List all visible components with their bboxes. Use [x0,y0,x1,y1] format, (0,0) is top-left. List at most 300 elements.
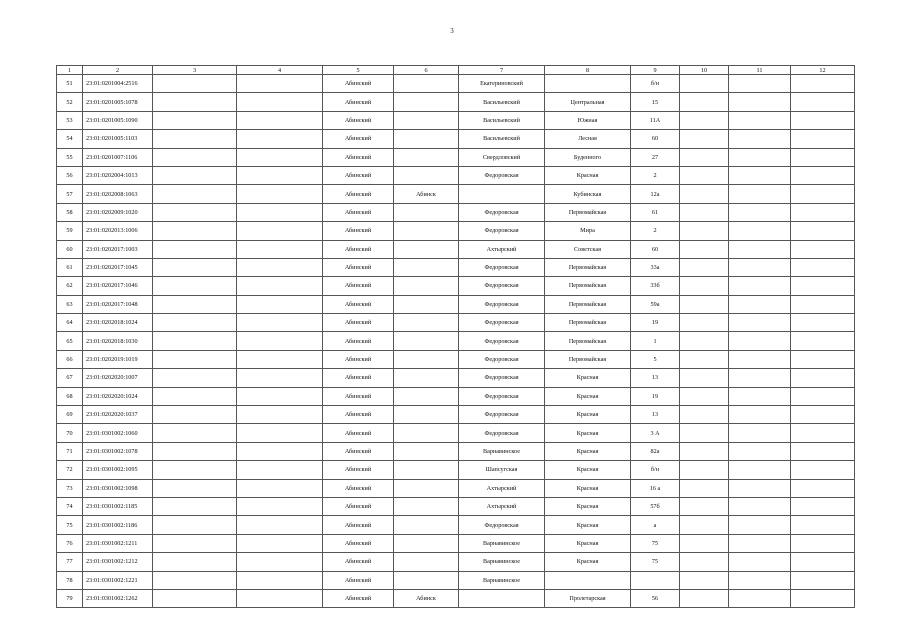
table-cell [791,111,855,129]
table-cell [237,406,323,424]
table-cell [680,350,729,368]
table-cell: Красная [545,497,631,515]
table-cell: Федоровская [459,277,545,295]
table-cell [153,75,237,93]
table-cell: Абинский [323,240,394,258]
table-cell [394,571,459,589]
table-cell [680,479,729,497]
table-cell: 23:01:0202013:1006 [83,222,153,240]
table-cell [791,185,855,203]
table-cell [729,222,791,240]
table-cell: Красная [545,516,631,534]
table-cell: Федоровская [459,332,545,350]
table-row [57,479,855,497]
table-row [57,185,855,203]
table-cell [237,295,323,313]
table-cell [791,332,855,350]
table-cell [153,314,237,332]
table-cell [680,497,729,515]
table-cell [680,240,729,258]
table-cell [394,332,459,350]
table-cell: 23:01:0202017:1048 [83,295,153,313]
table-cell [394,387,459,405]
table-cell: Красная [545,424,631,442]
table-cell [153,479,237,497]
table-cell [237,277,323,295]
table-row [57,553,855,571]
table-cell [153,589,237,607]
table-cell [545,75,631,93]
table-cell [680,203,729,221]
table-cell [237,424,323,442]
table-cell [153,553,237,571]
table-cell [680,406,729,424]
table-cell [153,424,237,442]
table-cell [153,571,237,589]
table-cell: Васильевский [459,93,545,111]
table-cell [237,516,323,534]
table-cell [680,461,729,479]
table-cell: Советская [545,240,631,258]
table-cell: Свердловский [459,148,545,166]
table-cell [680,387,729,405]
table-row [57,240,855,258]
table-cell: 76 [57,534,83,552]
table-cell [153,369,237,387]
column-number-cell: 1 [57,66,83,75]
table-cell [729,589,791,607]
table-cell [791,93,855,111]
table-cell: Абинск [394,589,459,607]
table-cell: Федоровская [459,258,545,276]
table-cell: Ахтырский [459,479,545,497]
column-number-cell: 6 [394,66,459,75]
table-cell: 16 а [631,479,680,497]
table-row [57,93,855,111]
table-cell [237,166,323,184]
table-cell [680,258,729,276]
table-cell [237,185,323,203]
table-cell [729,314,791,332]
table-cell [680,516,729,534]
table-cell [394,479,459,497]
table-cell: Абинский [323,166,394,184]
table-cell [680,148,729,166]
table-cell [394,442,459,460]
table-body [57,66,855,608]
table-cell: а [631,516,680,534]
table-cell: Варнавинское [459,571,545,589]
table-cell: 23:01:0301002:1212 [83,553,153,571]
table-cell [791,497,855,515]
table-cell: 23:01:0201004:2516 [83,75,153,93]
table-cell: 65 [57,332,83,350]
table-cell [153,148,237,166]
table-cell: 75 [631,553,680,571]
table-cell [680,93,729,111]
table-cell [394,461,459,479]
table-cell [791,553,855,571]
table-cell [153,461,237,479]
column-number-cell: 12 [791,66,855,75]
table-cell [680,166,729,184]
table-cell: Федоровская [459,166,545,184]
table-cell [153,258,237,276]
table-cell: 23:01:0202018:1030 [83,332,153,350]
table-cell: Абинский [323,148,394,166]
table-cell: Мира [545,222,631,240]
table-cell: 23:01:0201005:1078 [83,93,153,111]
table-cell: 19 [631,387,680,405]
table-cell: Центральная [545,93,631,111]
table-cell [394,516,459,534]
column-number-row [57,66,855,75]
table-cell [680,295,729,313]
table-cell: Первомайская [545,277,631,295]
table-cell: 52 [57,93,83,111]
table-cell: Федоровская [459,387,545,405]
table-cell: Варнавинское [459,534,545,552]
table-cell: 23:01:0202017:1003 [83,240,153,258]
table-cell: 78 [57,571,83,589]
table-cell: Ахтырский [459,497,545,515]
table-cell [153,442,237,460]
table-row [57,589,855,607]
table-row [57,258,855,276]
table-row [57,424,855,442]
table-cell: 59а [631,295,680,313]
table-cell: Ахтырский [459,240,545,258]
table-cell: 12а [631,185,680,203]
table-row [57,111,855,129]
table-cell [680,130,729,148]
column-number-cell: 11 [729,66,791,75]
table-cell: 23:01:0301002:1211 [83,534,153,552]
table-cell [394,406,459,424]
table-cell: Кубинская [545,185,631,203]
table-cell [729,93,791,111]
table-cell: 57б [631,497,680,515]
table-cell [680,553,729,571]
table-cell [394,277,459,295]
table-cell [791,148,855,166]
table-cell: 23:01:0301002:1185 [83,497,153,515]
table-cell [545,571,631,589]
table-cell [791,203,855,221]
table-cell: 56 [631,589,680,607]
table-cell [729,553,791,571]
table-cell [237,497,323,515]
table-cell [729,424,791,442]
column-number-cell: 9 [631,66,680,75]
table-cell [791,277,855,295]
table-cell [237,350,323,368]
table-cell [729,148,791,166]
table-cell: Федоровская [459,295,545,313]
table-cell: Абинский [323,497,394,515]
table-cell: Первомайская [545,258,631,276]
table-cell: 73 [57,479,83,497]
table-cell [680,111,729,129]
table-cell [791,166,855,184]
table-cell: 62 [57,277,83,295]
table-cell [729,203,791,221]
table-cell: Васильевский [459,111,545,129]
table-cell: 23:01:0202019:1019 [83,350,153,368]
table-cell: Красная [545,369,631,387]
table-cell [237,130,323,148]
table-cell: Южная [545,111,631,129]
table-cell [153,203,237,221]
table-cell [680,442,729,460]
table-cell [394,203,459,221]
table-cell: 60 [57,240,83,258]
table-cell: Абинский [323,369,394,387]
table-cell: Первомайская [545,203,631,221]
table-cell [237,148,323,166]
table-cell: Красная [545,553,631,571]
table-row [57,203,855,221]
table-cell [729,166,791,184]
table-cell [680,332,729,350]
table-cell: 51 [57,75,83,93]
table-cell [729,387,791,405]
table-row [57,387,855,405]
table-cell [729,497,791,515]
registry-table [56,65,855,608]
table-cell [729,534,791,552]
table-row [57,75,855,93]
table-row [57,571,855,589]
table-cell [153,332,237,350]
table-cell: Абинский [323,479,394,497]
table-cell [153,534,237,552]
table-cell: 23:01:0201005:1103 [83,130,153,148]
table-cell: 23:01:0202004:1013 [83,166,153,184]
table-cell [394,75,459,93]
table-cell: 23:01:0301002:1221 [83,571,153,589]
table-cell: Красная [545,534,631,552]
table-row [57,130,855,148]
table-cell: 59 [57,222,83,240]
table-cell [153,406,237,424]
column-number-cell: 10 [680,66,729,75]
table-cell [791,240,855,258]
table-cell: Абинский [323,387,394,405]
table-cell [153,130,237,148]
table-row [57,295,855,313]
table-cell: Абинский [323,111,394,129]
table-cell: 61 [57,258,83,276]
table-cell [680,185,729,203]
table-row [57,406,855,424]
table-cell [237,111,323,129]
table-cell [394,148,459,166]
table-cell: 23:01:0202008:1063 [83,185,153,203]
table-cell [153,277,237,295]
table-cell [153,387,237,405]
table-cell: 33б [631,277,680,295]
table-cell: 72 [57,461,83,479]
table-row [57,461,855,479]
table-cell: Абинский [323,93,394,111]
table-cell: Абинский [323,258,394,276]
table-cell: 23:01:0301002:1186 [83,516,153,534]
table-cell: Красная [545,406,631,424]
table-cell: Федоровская [459,516,545,534]
table-cell: Абинский [323,571,394,589]
page-number: 3 [450,27,454,35]
table-cell [237,222,323,240]
table-cell [729,258,791,276]
table-cell [791,534,855,552]
table-cell: 23:01:0201007:1106 [83,148,153,166]
table-cell [237,75,323,93]
table-cell: Красная [545,479,631,497]
table-cell [680,314,729,332]
table-cell [394,222,459,240]
table-cell: 69 [57,406,83,424]
table-cell [680,589,729,607]
table-cell: 13 [631,406,680,424]
table-cell [680,534,729,552]
table-cell [791,479,855,497]
table-cell: 15 [631,93,680,111]
table-cell [791,314,855,332]
table-cell [791,406,855,424]
table-cell [153,93,237,111]
table-cell [729,442,791,460]
table-cell: 58 [57,203,83,221]
table-cell [729,406,791,424]
table-cell [394,93,459,111]
column-number-cell: 5 [323,66,394,75]
table-cell: Абинский [323,314,394,332]
table-cell [394,240,459,258]
table-cell: 23:01:0301002:1078 [83,442,153,460]
table-cell: 23:01:0301002:1098 [83,479,153,497]
table-cell [394,130,459,148]
table-cell [394,314,459,332]
table-cell [729,332,791,350]
table-cell [791,461,855,479]
table-cell: Абинский [323,332,394,350]
table-cell [791,442,855,460]
table-cell: Абинский [323,222,394,240]
table-cell: Буденного [545,148,631,166]
table-cell: Варнавинское [459,553,545,571]
table-cell [729,461,791,479]
table-cell [153,185,237,203]
table-cell [394,350,459,368]
table-cell: Шапсугская [459,461,545,479]
table-cell [729,111,791,129]
table-cell: б/н [631,75,680,93]
table-cell: Федоровская [459,369,545,387]
table-cell: Абинский [323,424,394,442]
table-cell [237,589,323,607]
column-number-cell: 3 [153,66,237,75]
table-cell: Абинский [323,516,394,534]
table-cell: 23:01:0202009:1020 [83,203,153,221]
table-cell [237,93,323,111]
column-number-cell: 7 [459,66,545,75]
table-cell: Абинский [323,130,394,148]
table-cell: Абинский [323,203,394,221]
table-cell: 23:01:0301002:1262 [83,589,153,607]
table-cell [237,387,323,405]
table-cell: 79 [57,589,83,607]
table-cell [791,387,855,405]
table-cell: 3 А [631,424,680,442]
table-cell: Абинский [323,589,394,607]
table-cell: Пролетарская [545,589,631,607]
table-cell [459,589,545,607]
table-cell: 1 [631,332,680,350]
table-cell: 23:01:0202017:1045 [83,258,153,276]
table-cell [153,166,237,184]
table-cell [459,185,545,203]
table-cell: 60 [631,240,680,258]
table-cell: 23:01:0202017:1046 [83,277,153,295]
table-cell: 77 [57,553,83,571]
table-cell: Абинский [323,350,394,368]
table-row [57,277,855,295]
table-cell [729,479,791,497]
table-cell: Федоровская [459,222,545,240]
table-cell: Абинский [323,461,394,479]
table-cell: Абинск [394,185,459,203]
table-cell: 61 [631,203,680,221]
table-cell: 23:01:0202018:1024 [83,314,153,332]
table-cell [394,295,459,313]
table-cell: Красная [545,387,631,405]
table-cell [791,130,855,148]
table-cell: Красная [545,461,631,479]
table-cell: 2 [631,166,680,184]
table-cell [237,240,323,258]
table-cell [237,314,323,332]
table-cell [791,295,855,313]
table-row [57,534,855,552]
table-cell [791,369,855,387]
table-cell [394,258,459,276]
table-cell [680,571,729,589]
table-cell [237,461,323,479]
table-cell: 75 [631,534,680,552]
table-cell [791,258,855,276]
table-cell: Федоровская [459,424,545,442]
table-row [57,332,855,350]
table-cell: 60 [631,130,680,148]
table-cell: Абинский [323,406,394,424]
table-cell: 23:01:0201005:1090 [83,111,153,129]
table-cell [791,516,855,534]
table-cell: Абинский [323,75,394,93]
table-cell: Федоровская [459,406,545,424]
table-cell [631,571,680,589]
table-cell [153,516,237,534]
table-row [57,222,855,240]
table-cell: 63 [57,295,83,313]
table-cell [680,222,729,240]
table-cell: 55 [57,148,83,166]
table-row [57,350,855,368]
table-cell: 13 [631,369,680,387]
table-cell [153,295,237,313]
table-cell: Первомайская [545,350,631,368]
table-cell [394,166,459,184]
